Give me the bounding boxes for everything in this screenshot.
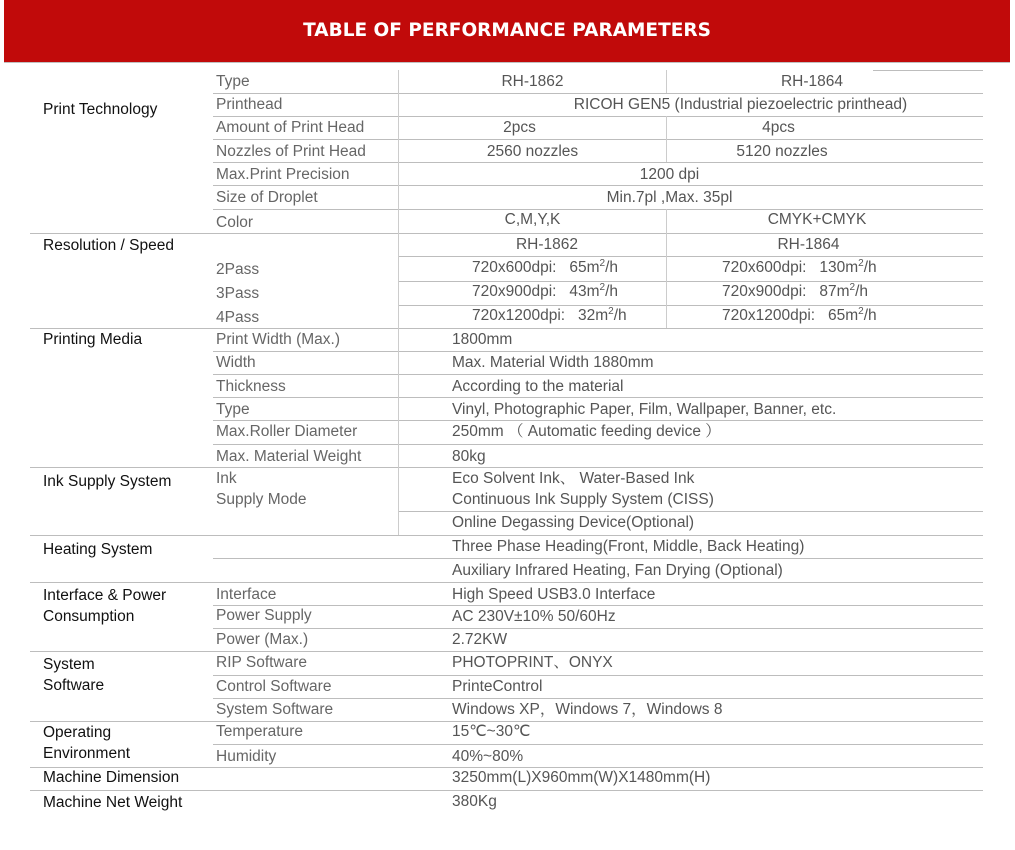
row-divider	[213, 675, 983, 676]
label-print-precision: Max.Print Precision	[216, 166, 350, 183]
row-divider	[30, 535, 983, 536]
row-divider	[30, 721, 983, 722]
value-system-software: Windows XP，Windows 7，Windows 8	[452, 701, 723, 718]
label-printhead: Printhead	[216, 96, 283, 113]
label-droplet-size: Size of Droplet	[216, 189, 318, 206]
value-media-type: Vinyl, Photographic Paper, Film, Wallpaper, Banner, etc.	[452, 401, 837, 418]
category-system-software-line2: Software	[43, 677, 105, 694]
label-type: Type	[216, 73, 250, 90]
row-divider	[213, 744, 983, 745]
resolution-header-rh1864: RH-1864	[777, 236, 840, 253]
label-color: Color	[216, 214, 254, 231]
category-machine-weight: Machine Net Weight	[43, 794, 183, 811]
label-power-max: Power (Max.)	[216, 631, 309, 648]
category-operating-env-line1: Operating	[43, 724, 112, 741]
label-4pass: 4Pass	[216, 309, 260, 326]
label-temperature: Temperature	[216, 723, 304, 740]
row-divider	[213, 185, 983, 186]
row-divider	[398, 511, 983, 512]
value-control-software: PrinteControl	[452, 678, 543, 695]
row-divider	[213, 420, 983, 421]
row-divider	[213, 139, 983, 140]
banner-divider	[4, 62, 1010, 63]
value-type-rh1864: RH-1864	[780, 73, 844, 90]
row-divider	[213, 558, 983, 559]
value-power-supply: AC 230V±10% 50/60Hz	[452, 608, 616, 625]
row-divider	[30, 328, 983, 329]
row-divider	[213, 209, 983, 210]
label-thickness: Thickness	[216, 378, 286, 395]
row-divider	[398, 256, 983, 257]
title-banner	[4, 0, 1010, 62]
value-color-rh1862: C,M,Y,K	[504, 211, 561, 228]
page-title: TABLE OF PERFORMANCE PARAMETERS	[303, 20, 711, 41]
label-interface: Interface	[216, 586, 277, 603]
speed-4pass-rh1864: 720x1200dpi: $65m^2/h$	[722, 305, 877, 324]
label-material-weight: Max. Material Weight	[216, 448, 362, 465]
value-machine-weight: 380Kg	[452, 793, 497, 810]
label-ink: Ink	[216, 470, 237, 487]
row-divider	[213, 116, 983, 117]
value-thickness: According to the material	[452, 378, 624, 395]
row-divider	[213, 605, 983, 606]
value-print-precision: 1200 dpi	[639, 166, 700, 183]
label-media-type: Type	[216, 401, 250, 418]
category-system-software-line1: System	[43, 656, 95, 673]
row-divider	[30, 582, 983, 583]
value-type-rh1862: RH-1862	[501, 73, 564, 90]
speed-2pass-rh1862: 720x600dpi: $65m^2/h$	[472, 257, 619, 276]
row-divider	[213, 162, 983, 163]
value-roller-diameter: 250mm （ Automatic feeding device ）	[452, 423, 721, 440]
speed-4pass-rh1862: 720x1200dpi: $32m^2/h$	[472, 305, 627, 324]
row-divider	[30, 651, 983, 652]
row-divider	[30, 233, 983, 234]
value-temperature: 15℃~30℃	[452, 723, 531, 740]
value-heating-2: Auxiliary Infrared Heating, Fan Drying (Optional)	[452, 562, 783, 579]
row-divider	[213, 351, 983, 352]
row-divider	[873, 70, 983, 71]
label-roller-diameter: Max.Roller Diameter	[216, 423, 358, 440]
category-interface-power-line2: Consumption	[43, 608, 135, 625]
category-operating-env-line2: Environment	[43, 745, 131, 762]
label-print-width: Print Width (Max.)	[216, 331, 341, 348]
category-print-technology: Print Technology	[43, 101, 158, 118]
category-resolution-speed: Resolution / Speed	[43, 237, 174, 254]
row-divider	[213, 444, 983, 445]
value-nozzles-rh1862: 2560 nozzles	[486, 143, 579, 160]
row-divider	[398, 281, 983, 282]
category-ink-supply: Ink Supply System	[43, 473, 172, 490]
row-divider	[213, 698, 983, 699]
category-heating: Heating System	[43, 541, 153, 558]
category-printing-media: Printing Media	[43, 331, 143, 348]
row-divider	[213, 397, 983, 398]
value-rip-software: PHOTOPRINT、ONYX	[452, 654, 613, 671]
value-printhead: RICOH GEN5 (Industrial piezoelectric printhead)	[573, 96, 908, 113]
row-divider	[213, 628, 983, 629]
speed-3pass-rh1862: 720x900dpi: $43m^2/h$	[472, 281, 619, 300]
value-heating-1: Three Phase Heading(Front, Middle, Back Heating)	[452, 538, 805, 555]
value-droplet-size: Min.7pl ,Max. 35pl	[606, 189, 733, 206]
resolution-header-rh1862: RH-1862	[515, 236, 579, 253]
row-divider	[398, 305, 983, 306]
value-machine-dimension: 3250mm(L)X960mm(W)X1480mm(H)	[452, 769, 711, 786]
label-nozzles: Nozzles of Print Head	[216, 143, 366, 160]
label-control-software: Control Software	[216, 678, 332, 695]
label-supply-mode: Supply Mode	[216, 491, 307, 508]
value-nozzles-rh1864: 5120 nozzles	[736, 143, 828, 160]
label-3pass: 3Pass	[216, 285, 260, 302]
label-width: Width	[216, 354, 256, 371]
value-material-weight: 80kg	[452, 448, 486, 465]
value-ink: Eco Solvent Ink、 Water-Based Ink	[452, 470, 695, 487]
label-system-software: System Software	[216, 701, 334, 718]
speed-3pass-rh1864: 720x900dpi: $87m^2/h$	[722, 281, 869, 300]
value-amount-rh1862: 2pcs	[503, 119, 536, 136]
row-divider	[30, 467, 983, 468]
value-power-max: 2.72KW	[452, 631, 508, 648]
speed-2pass-rh1864: 720x600dpi: $130m^2/h$	[722, 257, 877, 276]
value-supply-mode: Continuous Ink Supply System (CISS)	[452, 491, 714, 508]
label-rip-software: RIP Software	[216, 654, 308, 671]
value-amount-rh1864: 4pcs	[762, 119, 795, 136]
row-divider	[30, 790, 983, 791]
value-interface: High Speed USB3.0 Interface	[452, 586, 656, 603]
label-2pass: 2Pass	[216, 261, 260, 278]
label-humidity: Humidity	[216, 748, 277, 765]
value-print-width: 1800mm	[452, 331, 513, 348]
value-color-rh1864: CMYK+CMYK	[767, 211, 867, 228]
value-degassing: Online Degassing Device(Optional)	[452, 514, 695, 531]
label-amount-print-head: Amount of Print Head	[216, 119, 365, 136]
row-divider	[213, 374, 983, 375]
value-humidity: 40%~80%	[452, 748, 524, 765]
value-width: Max. Material Width 1880mm	[452, 354, 654, 371]
label-power-supply: Power Supply	[216, 607, 312, 624]
category-machine-dimension: Machine Dimension	[43, 769, 180, 786]
category-interface-power-line1: Interface & Power	[43, 587, 167, 604]
row-divider	[213, 93, 983, 94]
row-divider	[30, 767, 983, 768]
